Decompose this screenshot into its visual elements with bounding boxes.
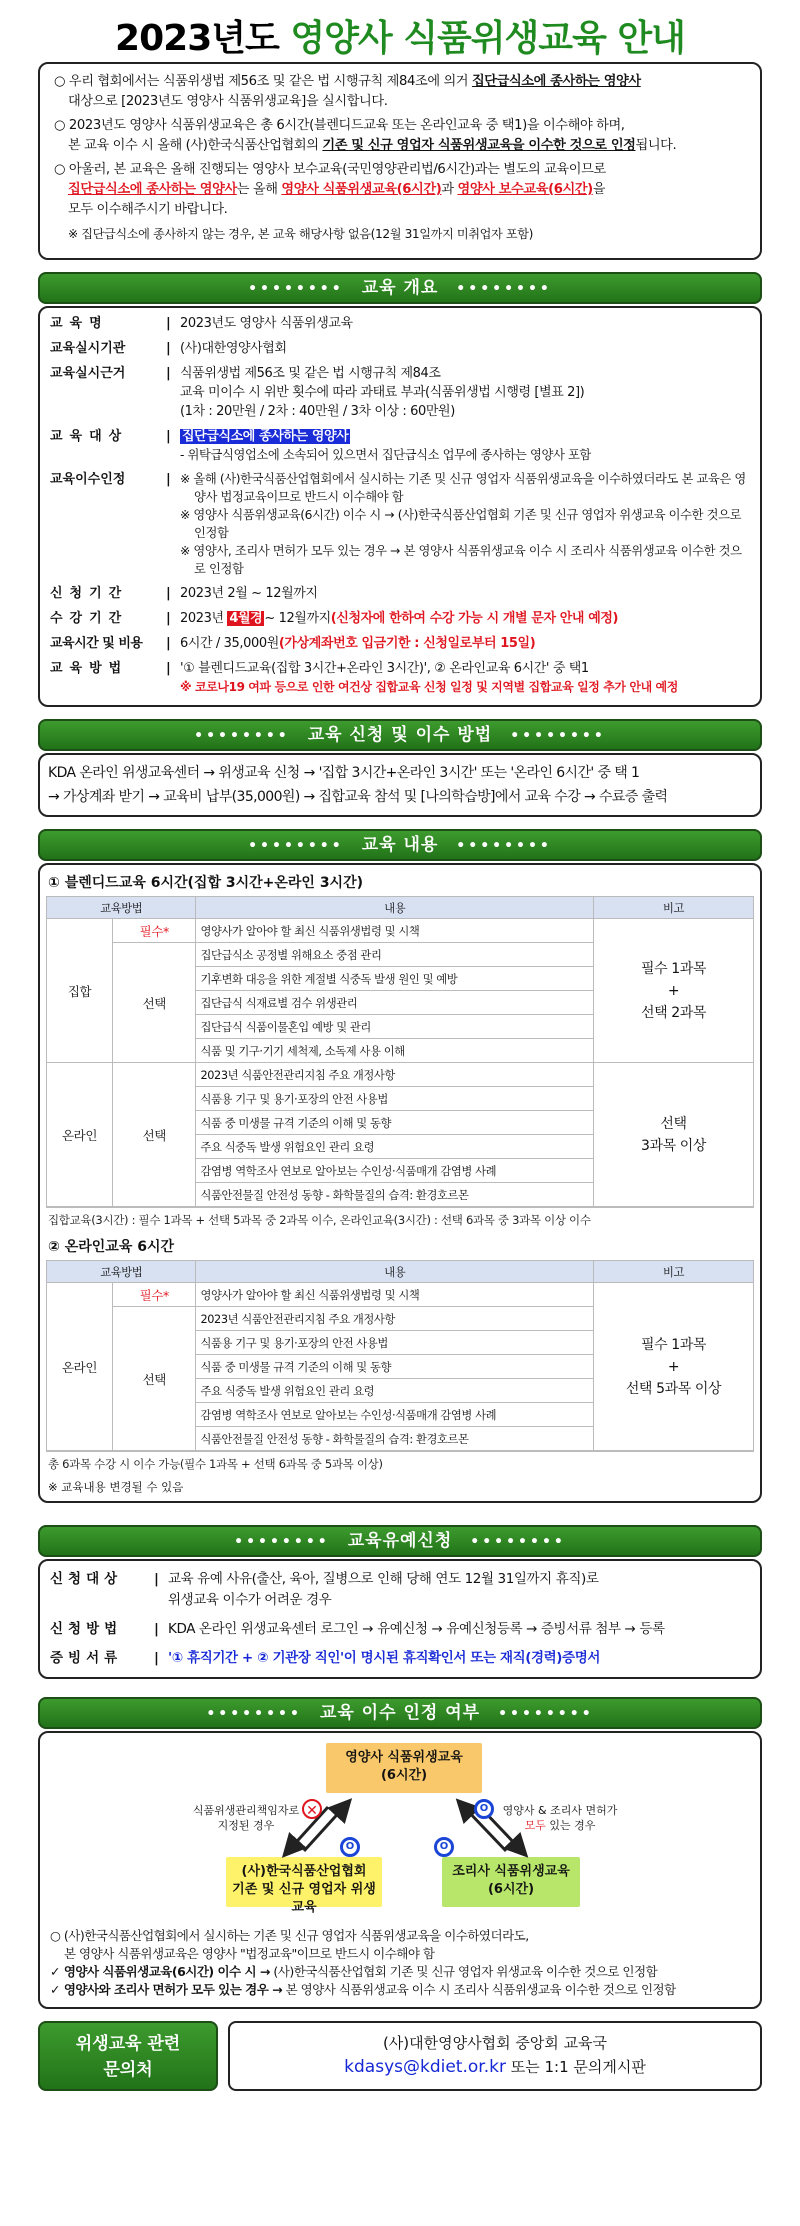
note-line: + [667, 1358, 680, 1375]
cert-line2: ※ 영양사 식품위생교육(6시간) 이수 시 → (사)한국식품산업협회 기존 및 신규 영업자 위생교육 이수한 것으로 인정함 [180, 508, 742, 540]
content-table-online [46, 1260, 754, 1451]
note-line: 선택 5과목 이상 [625, 1380, 722, 1397]
cell-course: 식품안전물질 안전성 동향 - 화학물질의 습격: 환경호르몬 [196, 1427, 594, 1451]
basis-line3: (1차 : 20만원 / 2차 : 40만원 / 3차 이상 : 60만원) [180, 404, 455, 419]
cell-course: 2023년 식품안전관리지침 주요 개정사항 [196, 1307, 594, 1331]
footer-contact-label [38, 2021, 218, 2091]
ov-sep: | [154, 1571, 159, 1587]
cell-course: 식품 중 미생물 규격 기준의 이해 및 동향 [196, 1111, 594, 1135]
cell-course: 집단급식소 공정별 위해요소 중점 관리 [196, 943, 594, 967]
intro-p3-red2: 영양사 식품위생교육(6시간) [281, 182, 442, 197]
section-recog-title: 교육 이수 인정 여부 [319, 1703, 481, 1723]
note-line: 3과목 이상 [640, 1137, 707, 1154]
diagram-text: 조리사 식품위생교육 [452, 1864, 570, 1879]
cell-course: 식품 및 기구·기기 세척제, 소독제 사용 이해 [196, 1039, 594, 1063]
cell-group: 집합 [47, 919, 113, 1063]
footer-left-line2: 문의처 [103, 2060, 153, 2080]
ov-label: 교육방법 [50, 661, 129, 676]
o-icon: O [434, 1837, 454, 1857]
cert-line1: ※ 올해 (사)한국식품산업협회에서 실시하는 기존 및 신규 영업자 식품위생교육을 이수하였더라도 본 교육은 영양사 법정교육이므로 반드시 이수해야 함 [180, 472, 746, 504]
cert-line3: ※ 영양사, 조리사 면허가 모두 있는 경우 → 본 영양사 식품위생교육 이수 시 조리사 식품위생교육 이수한 것으로 인정함 [180, 544, 742, 576]
recog-line1: ○ (사)한국식품산업협회에서 실시하는 기존 및 신규 영업자 식품위생교육을 이수하였더라도, [50, 1928, 529, 1943]
fee-text: 6시간 / 35,000원 [180, 636, 279, 651]
th-content: 내용 [196, 897, 594, 919]
intro-p3-text: ○ 아울러, 본 교육은 올해 진행되는 영양사 보수교육(국민영양관리법/6시간)과는 별도의 교육이므로 [54, 162, 606, 177]
intro-p3-text4: 을 [592, 182, 606, 197]
intro-p1-text2: 대상으로 [2023년도 영양사 식품위생교육]을 실시합니다. [68, 94, 388, 109]
cell-course: 기후변화 대응을 위한 계절별 식중독 발생 원인 및 예방 [196, 967, 594, 991]
th-method: 교육방법 [47, 897, 196, 919]
dots-right: •••••••• [510, 728, 606, 744]
ov-value [180, 634, 750, 653]
intro-box [38, 62, 762, 260]
recog-line3: (사)한국식품산업협회 기존 및 신규 영업자 위생교육 이수한 것으로 인정함 [269, 1964, 658, 1979]
intro-p1 [54, 72, 746, 112]
cell-course: 집단급식 식품이물혼입 예방 및 관리 [196, 1015, 594, 1039]
dots-left: •••••••• [248, 838, 344, 854]
ov-label: 교육대상 [50, 429, 129, 444]
footer-left-line1: 위생교육 관련 [75, 2034, 181, 2054]
target-line2: - 위탁급식영업소에 소속되어 있으면서 집단급식소 업무에 종사하는 영양사 포함 [180, 448, 591, 462]
ov-row-course [50, 609, 750, 628]
ov-label: 교육시간 및 비용 [50, 636, 143, 651]
ov-row-name [50, 314, 750, 333]
intro-p3-text2: 는 올해 [236, 182, 282, 197]
diagram-text: 영양사 식품위생교육 [345, 1750, 463, 1765]
cell-course: 식품용 기구 및 용기·포장의 안전 사용법 [196, 1331, 594, 1355]
ov-row-basis [50, 364, 750, 421]
ov-value: 2023년도 영양사 식품위생교육 [180, 316, 353, 331]
intro-p3-text3: 과 [441, 182, 458, 197]
cell-course: 주요 식중독 발생 위험요인 관리 요령 [196, 1135, 594, 1159]
title-main: 영양사 식품위생교육 안내 [290, 18, 685, 59]
ov-row-target [50, 427, 750, 464]
diagram-text: (6시간) [380, 1768, 428, 1783]
defer-value [168, 1569, 750, 1611]
course-highlight: 4월경 [229, 611, 263, 626]
note-text: 있는 경우 [545, 1819, 596, 1832]
page-title [38, 0, 762, 62]
defer-target-line2: 위생교육 이수가 어려운 경우 [168, 1592, 332, 1608]
cell-course: 주요 식중독 발생 위험요인 관리 요령 [196, 1379, 594, 1403]
cell-course: 감염병 역학조사 연보로 알아보는 수인성·식품매개 감염병 사례 [196, 1159, 594, 1183]
ov-label: 교육실시근거 [50, 366, 126, 381]
intro-p2-text2: 본 교육 이수 시 올해 (사)한국식품산업협회의 [68, 138, 323, 153]
diagram-text: (사)한국식품산업협회 [241, 1864, 367, 1879]
ov-value [180, 364, 750, 421]
course-red: (신청자에 한하여 수강 가능 시 개별 문자 안내 예정) [330, 611, 619, 626]
cell-select: 선택 [113, 1063, 196, 1207]
ov-label: 교육실시기관 [50, 341, 126, 356]
course-text2: ~ 12월까지 [264, 611, 331, 626]
ov-value [180, 427, 750, 464]
ov-row-org [50, 339, 750, 358]
intro-p3-red3: 영양사 보수교육(6시간) [457, 182, 593, 197]
cell-select: 선택 [113, 943, 196, 1063]
ov-label: 교육이수인정 [50, 472, 126, 487]
cell-online: 온라인 [47, 1063, 113, 1207]
defer-row-target [50, 1569, 750, 1611]
ov-value: (사)대한영양사협회 [180, 341, 287, 356]
intro-p3 [54, 160, 746, 220]
dots-left: •••••••• [234, 1534, 330, 1550]
apply-line2: → 가상계좌 받기 → 교육비 납부(35,000원) → 집합교육 참석 및 [나의학습방]에서 교육 수강 → 수료증 출력 [48, 789, 668, 805]
note-line: + [667, 982, 680, 999]
cell-course: 2023년 식품안전관리지침 주요 개정사항 [196, 1063, 594, 1087]
ov-label: 수강기간 [50, 611, 129, 626]
dots-right: •••••••• [456, 281, 552, 297]
ov-row-fee [50, 634, 750, 653]
diagram-note-left [190, 1803, 302, 1833]
intro-p2 [54, 116, 746, 156]
cell-select: 선택 [113, 1307, 196, 1451]
recog-text [50, 1927, 750, 1999]
cell-online-note [594, 1283, 754, 1451]
ov-label: 교육명 [50, 316, 109, 331]
section-apply-title: 교육 신청 및 이수 방법 [307, 725, 493, 745]
section-recog-header [38, 1697, 762, 1729]
defer-label: 신청대상 [50, 1571, 123, 1587]
ov-value [180, 609, 750, 628]
intro-p2-text: ○ 2023년도 영양사 식품위생교육은 총 6시간(블렌디드교육 또는 온라인교육 중 택1)을 이수해야 하며, [54, 118, 625, 133]
ov-sep: | [166, 586, 171, 601]
dots-left: •••••••• [206, 1706, 302, 1722]
recog-line4: 본 영양사 식품위생교육 이수 시 조리사 식품위생교육 이수한 것으로 인정함 [282, 1982, 676, 1997]
content-table2-title: ② 온라인교육 6시간 [48, 1239, 175, 1255]
th-content: 내용 [196, 1261, 594, 1283]
method-text: '① 블렌디드교육(집합 3시간+온라인 3시간)', ② 온라인교육 6시간' 중 택1 [180, 661, 589, 676]
course-text1: 2023년 [180, 611, 228, 626]
ov-row-period [50, 584, 750, 603]
defer-target-line1: 교육 유예 사유(출산, 육아, 질병으로 인해 당해 연도 12월 31일까지 휴직)로 [168, 1571, 599, 1587]
o-icon: O [474, 1799, 494, 1819]
section-overview-title: 교육 개요 [361, 278, 439, 298]
content-note: ※ 교육내용 변경될 수 있음 [48, 1480, 184, 1494]
note-line: 필수 1과목 [640, 960, 707, 977]
footer [38, 2021, 762, 2091]
recog-diagram [50, 1739, 750, 1927]
content-foot1: 집합교육(3시간) : 필수 1과목 + 선택 5과목 중 2과목 이수, 온라인교육(3시간) : 선택 6과목 중 3과목 이상 이수 [46, 1207, 754, 1232]
apply-line1: KDA 온라인 위생교육센터 → 위생교육 신청 → '집합 3시간+온라인 3시간' 또는 '온라인 6시간' 중 택 1 [48, 765, 640, 781]
cell-course: 감염병 역학조사 연보로 알아보는 수인성·식품매개 감염병 사례 [196, 1403, 594, 1427]
defer-value: KDA 온라인 위생교육센터 로그인 → 유예신청 → 유예신청등록 → 증빙서류 첨부 → 등록 [168, 1621, 665, 1637]
note-text: 영양사 & 조리사 면허가 [502, 1804, 618, 1817]
ov-sep: | [166, 341, 171, 356]
ov-sep: | [154, 1650, 159, 1666]
recog-line3-bold: ✓ 영양사 식품위생교육(6시간) 이수 시 → [50, 1964, 270, 1979]
ov-label: 신청기간 [50, 586, 129, 601]
note-line: 필수 1과목 [640, 1336, 707, 1353]
recog-line2: 본 영양사 식품위생교육은 영양사 "법정교육"이므로 반드시 이수해야 함 [64, 1946, 435, 1961]
note-red: 모두 [524, 1819, 546, 1832]
section-content-title: 교육 내용 [361, 835, 439, 855]
cell-course: 영양사가 알아야 할 최신 식품위생법령 및 시책 [196, 1283, 594, 1307]
x-icon: ✕ [302, 1799, 322, 1819]
dots-left: •••••••• [248, 281, 344, 297]
cell-online: 온라인 [47, 1283, 113, 1451]
note-line: 선택 2과목 [640, 1004, 707, 1021]
dots-right: •••••••• [498, 1706, 594, 1722]
section-defer-header [38, 1525, 762, 1557]
title-year: 2023년도 [115, 18, 279, 59]
th-note: 비고 [594, 1261, 754, 1283]
cell-course: 집단급식 식재료별 검수 위생관리 [196, 991, 594, 1015]
ov-sep: | [166, 611, 171, 626]
content-foot2: 총 6과목 수강 시 이수 가능(필수 1과목 + 선택 6과목 중 5과목 이상) [46, 1451, 754, 1476]
ov-value: 2023년 2월 ~ 12월까지 [180, 586, 318, 601]
diagram-arrows [50, 1739, 770, 1927]
th-method: 교육방법 [47, 1261, 196, 1283]
cell-must: 필수* [113, 1283, 196, 1307]
ov-sep: | [166, 429, 171, 444]
ov-row-method [50, 659, 750, 697]
footer-board: 또는 1:1 문의게시판 [505, 2058, 646, 2076]
method-red: ※ 코로나19 여파 등으로 인한 여건상 집합교육 신청 일정 및 지역별 집합교육 일정 추가 안내 예정 [180, 680, 678, 694]
cell-course: 식품안전물질 안전성 동향 - 화학물질의 습격: 환경호르몬 [196, 1183, 594, 1207]
basis-line2: 교육 미이수 시 위반 횟수에 따라 과태료 부과(식품위생법 시행령 [별표 2]) [180, 385, 585, 400]
apply-box [38, 753, 762, 817]
footer-org: (사)대한영양사협회 중앙회 교육국 [382, 2034, 608, 2052]
intro-p2-underline: 기존 및 신규 영업자 식품위생교육을 이수한 것으로 인정 [322, 138, 636, 153]
footer-contact-info [228, 2021, 762, 2091]
defer-box [38, 1559, 762, 1679]
diagram-note-right [500, 1803, 620, 1833]
dots-left: •••••••• [194, 728, 290, 744]
note-text: 식품위생관리책임자로 [192, 1804, 300, 1817]
overview-box [38, 306, 762, 707]
cell-course: 식품 중 미생물 규격 기준의 이해 및 동향 [196, 1355, 594, 1379]
defer-row-method [50, 1619, 750, 1640]
intro-p3-text5: 모두 이수해주시기 바랍니다. [68, 202, 228, 217]
recog-line4-bold: ✓ 영양사와 조리사 면허가 모두 있는 경우 → [50, 1982, 283, 1997]
defer-label: 신청방법 [50, 1621, 123, 1637]
ov-row-cert [50, 470, 750, 578]
diagram-text: 기존 및 신규 영업자 위생교육 [232, 1882, 376, 1915]
content-box [38, 863, 762, 1503]
dots-right: •••••••• [470, 1534, 566, 1550]
section-defer-title: 교육유예신청 [347, 1531, 453, 1551]
ov-sep: | [166, 366, 171, 381]
cell-online-note [594, 1063, 754, 1207]
o-icon: O [340, 1837, 360, 1857]
cell-course: 영양사가 알아야 할 최신 식품위생법령 및 시책 [196, 919, 594, 943]
intro-p2-text3: 됩니다. [635, 138, 677, 153]
ov-sep: | [166, 316, 171, 331]
defer-label: 증빙서류 [50, 1650, 123, 1666]
dots-right: •••••••• [456, 838, 552, 854]
th-note: 비고 [594, 897, 754, 919]
recog-box [38, 1731, 762, 2009]
content-table1-title: ① 블렌디드교육 6시간(집합 3시간+온라인 3시간) [48, 875, 364, 891]
ov-value [180, 659, 750, 697]
cell-must: 필수* [113, 919, 196, 943]
ov-sep: | [166, 472, 171, 487]
note-text: 지정된 경우 [217, 1819, 275, 1832]
cell-group-note [594, 919, 754, 1063]
cell-course: 식품용 기구 및 용기·포장의 안전 사용법 [196, 1087, 594, 1111]
footer-email-link[interactable]: kdasys@kdiet.or.kr [344, 2057, 506, 2077]
ov-sep: | [166, 636, 171, 651]
section-overview-header [38, 272, 762, 304]
intro-note: ※ 집단급식소에 종사하지 않는 경우, 본 교육 해당사항 없음(12월 31일까지 미취업자 포함) [68, 227, 533, 241]
intro-p1-text: ○ 우리 협회에서는 식품위생법 제56조 및 같은 법 시행규칙 제84조에 의거 [54, 74, 472, 89]
note-line: 선택 [660, 1115, 687, 1132]
fee-red: (가상계좌번호 입금기한 : 신청일로부터 15일) [278, 636, 536, 651]
intro-p3-red1: 집단급식소에 종사하는 영양사 [68, 182, 237, 197]
ov-sep: | [154, 1621, 159, 1637]
section-content-header [38, 829, 762, 861]
content-table-blended [46, 896, 754, 1207]
defer-value: '① 휴직기간 + ② 기관장 직인'이 명시된 휴직확인서 또는 재직(경력)증명서 [168, 1650, 600, 1666]
section-apply-header [38, 719, 762, 751]
basis-line1: 식품위생법 제56조 및 같은 법 시행규칙 제84조 [180, 366, 441, 381]
ov-value [180, 470, 750, 578]
defer-row-doc [50, 1648, 750, 1669]
intro-p1-underline: 집단급식소에 종사하는 영양사 [471, 74, 641, 89]
ov-sep: | [166, 661, 171, 676]
target-highlight: 집단급식소에 종사하는 영양사 [182, 429, 349, 444]
diagram-text: (6시간) [487, 1882, 535, 1897]
